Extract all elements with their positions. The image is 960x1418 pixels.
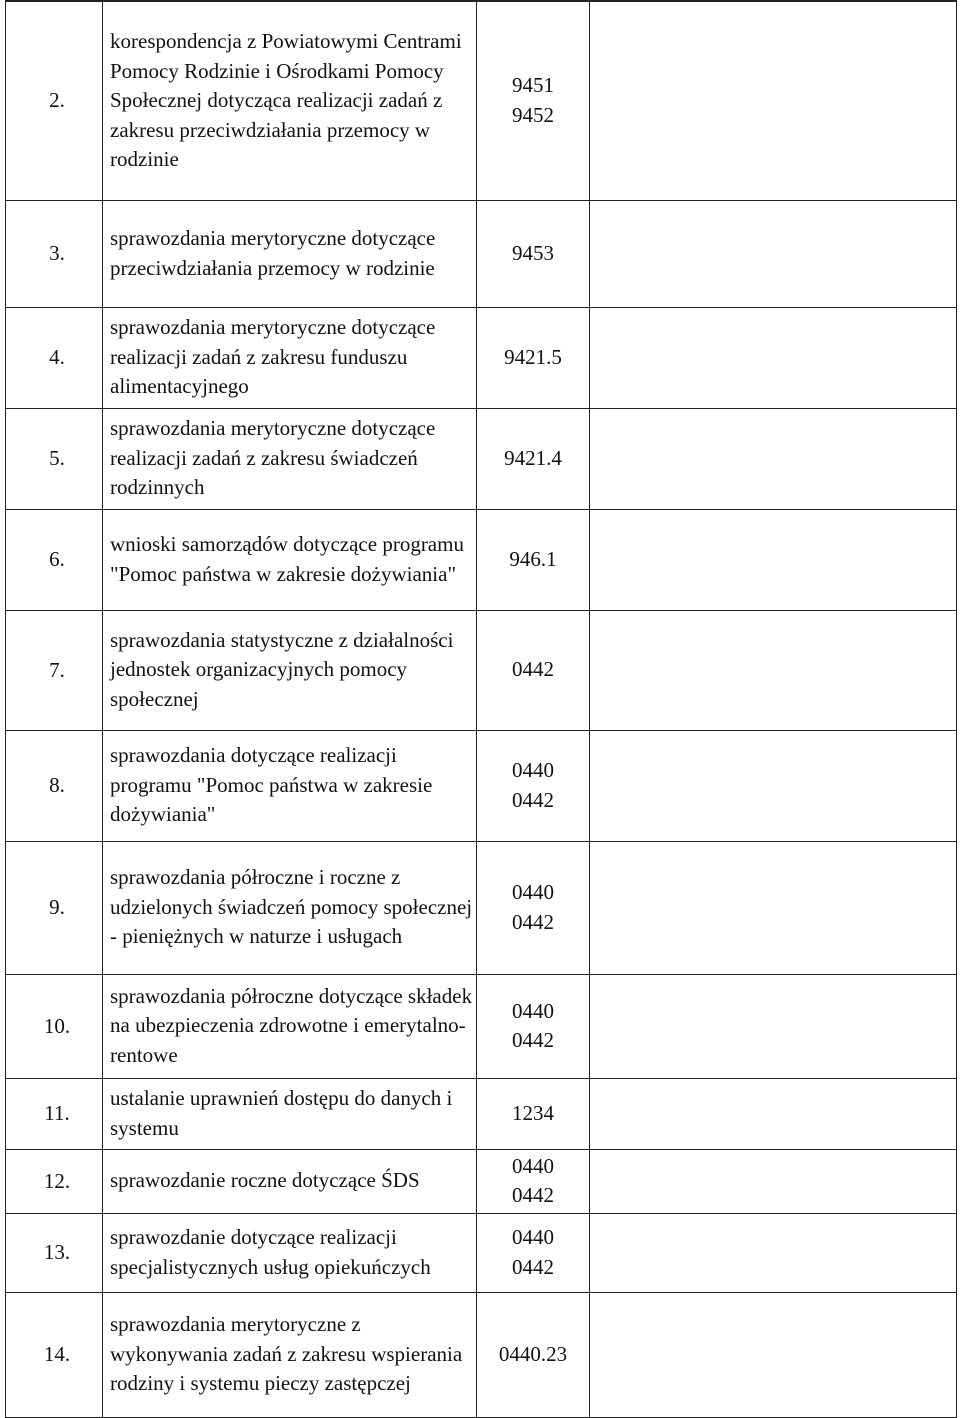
records-table [5, 0, 957, 1418]
row-codes [477, 841, 590, 974]
row-description: wnioski samorządów dotyczące programu "Pomoc państwa w zakresie dożywiania" [103, 509, 477, 610]
row-description: sprawozdania półroczne i roczne z udzielonych świadczeń pomocy społecznej - pieniężnych w naturze i usługach [103, 841, 477, 974]
table-row [6, 408, 957, 509]
row-description: ustalanie uprawnień dostępu do danych i systemu [103, 1078, 477, 1149]
archive-code: 0440.23 [498, 1341, 568, 1366]
row-number: 8. [6, 730, 103, 841]
row-codes [477, 974, 590, 1078]
row-number: 14. [6, 1292, 103, 1417]
row-codes [477, 730, 590, 841]
row-empty-cell [590, 974, 957, 1078]
row-empty-cell [590, 1213, 957, 1292]
row-empty-cell [590, 1149, 957, 1213]
table-row [6, 1078, 957, 1149]
archive-code: 0442 [512, 1183, 554, 1207]
row-codes [477, 1292, 590, 1417]
row-description: sprawozdania merytoryczne z wykonywania zadań z zakresu wspierania rodziny i systemu pieczy zastępczej [103, 1292, 477, 1417]
row-number: 13. [6, 1213, 103, 1292]
archive-code: 0440 [512, 880, 554, 904]
records-table-body [6, 1, 957, 1417]
archive-code: 0442 [512, 657, 554, 682]
row-number: 9. [6, 841, 103, 974]
table-row [6, 200, 957, 307]
archive-code: 9421.4 [504, 445, 562, 470]
row-empty-cell [590, 610, 957, 730]
archive-code: 9421.5 [504, 344, 562, 369]
table-row [6, 509, 957, 610]
row-description: sprawozdania merytoryczne dotyczące realizacji zadań z zakresu funduszu alimentacyjnego [103, 307, 477, 408]
row-codes [477, 1149, 590, 1213]
row-codes [477, 1, 590, 200]
row-empty-cell [590, 307, 957, 408]
row-number: 7. [6, 610, 103, 730]
row-empty-cell [590, 1292, 957, 1417]
row-number: 12. [6, 1149, 103, 1213]
table-row [6, 1, 957, 200]
row-description: sprawozdania merytoryczne dotyczące realizacji zadań z zakresu świadczeń rodzinnych [103, 408, 477, 509]
row-number: 4. [6, 307, 103, 408]
archive-code: 9453 [512, 240, 554, 265]
row-number: 10. [6, 974, 103, 1078]
row-empty-cell [590, 841, 957, 974]
row-description: sprawozdania półroczne dotyczące składek na ubezpieczenia zdrowotne i emerytalno-rentowe [103, 974, 477, 1078]
row-empty-cell [590, 509, 957, 610]
row-number: 6. [6, 509, 103, 610]
archive-code: 1234 [512, 1100, 554, 1125]
row-number: 5. [6, 408, 103, 509]
table-row [6, 1149, 957, 1213]
archive-code: 0440 [512, 1153, 554, 1178]
row-empty-cell [590, 730, 957, 841]
row-description: sprawozdanie dotyczące realizacji specjalistycznych usług opiekuńczych [103, 1213, 477, 1292]
row-empty-cell [590, 1, 957, 200]
row-codes [477, 408, 590, 509]
row-empty-cell [590, 200, 957, 307]
row-number: 11. [6, 1078, 103, 1149]
row-codes [477, 307, 590, 408]
archive-code: 0442 [512, 909, 554, 934]
archive-code: 0440 [512, 758, 554, 782]
row-empty-cell [590, 1078, 957, 1149]
archive-code: 9451 [512, 73, 554, 98]
row-empty-cell [590, 408, 957, 509]
row-description: sprawozdania statystyczne z działalności jednostek organizacyjnych pomocy społecznej [103, 610, 477, 730]
archive-code: 0440 [512, 1225, 554, 1249]
table-row [6, 307, 957, 408]
archive-code: 0442 [512, 787, 554, 812]
row-codes [477, 1213, 590, 1292]
row-description: sprawozdania dotyczące realizacji programu "Pomoc państwa w zakresie dożywiania" [103, 730, 477, 841]
archive-code: 946.1 [509, 546, 557, 571]
table-row [6, 841, 957, 974]
row-codes [477, 509, 590, 610]
row-number: 3. [6, 200, 103, 307]
archive-code: 0442 [512, 1028, 554, 1052]
table-row [6, 1292, 957, 1417]
table-row [6, 974, 957, 1078]
archive-code: 0440 [512, 998, 554, 1023]
row-description: sprawozdania merytoryczne dotyczące przeciwdziałania przemocy w rodzinie [103, 200, 477, 307]
row-number: 2. [6, 1, 103, 200]
row-description: korespondencja z Powiatowymi Centrami Pomocy Rodzinie i Ośrodkami Pomocy Społecznej dotycząca realizacji zadań z zakresu przeciwdziałania przemocy w rodzinie [103, 1, 477, 200]
table-row [6, 730, 957, 841]
table-row [6, 1213, 957, 1292]
archive-code: 0442 [512, 1254, 554, 1279]
table-row [6, 610, 957, 730]
archive-code: 9452 [512, 102, 554, 127]
row-codes [477, 200, 590, 307]
row-codes [477, 610, 590, 730]
row-codes [477, 1078, 590, 1149]
row-description: sprawozdanie roczne dotyczące ŚDS [103, 1149, 477, 1213]
